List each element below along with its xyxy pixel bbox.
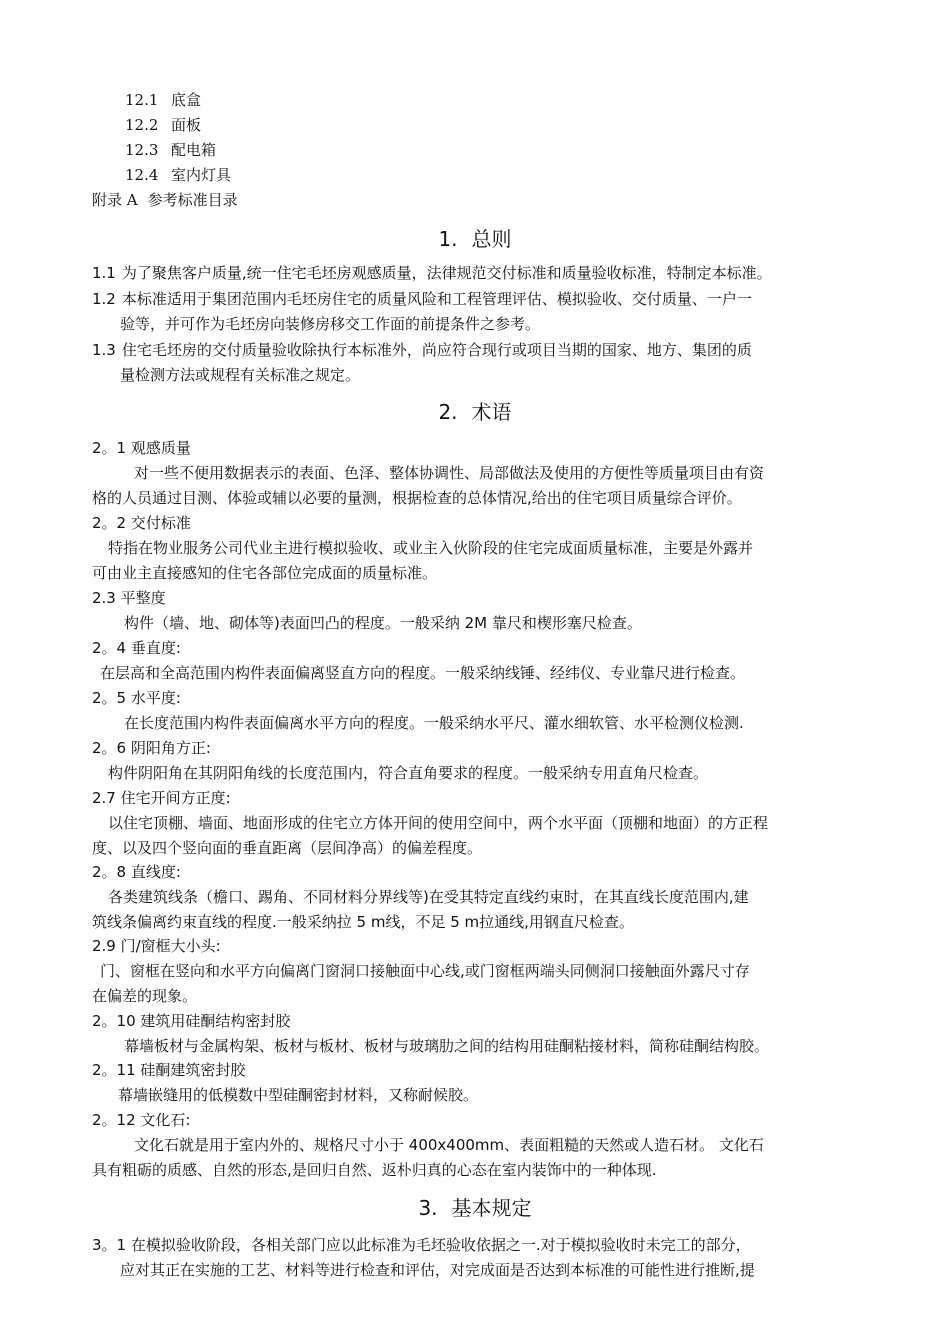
term-body: 幕墙板材与金属构架、板材与板材、板材与玻璃肋之间的结构用硅酮粘接材料，简称硅酮结构胶。 [124, 1037, 770, 1055]
term-body: 在偏差的现象。 [92, 987, 198, 1005]
term-heading: 2。2 交付标准 [92, 514, 191, 532]
term-heading: 2.3 平整度 [92, 589, 166, 607]
term-body: 各类建筑线条（檐口、踢角、不同材料分界线等)在受其特定直线约束时，在其直线长度范围内,建 [108, 888, 749, 906]
toc-appendix[interactable]: 附录 A 参考标准目录 [92, 191, 238, 209]
term-heading: 2。1 观感质量 [92, 439, 191, 457]
term-body: 在层高和全高范围内构件表面偏离竖直方向的程度。一般采纳线锤、经纬仪、专业靠尺进行检查。 [100, 664, 746, 682]
term-body: 幕墙嵌缝用的低模数中型硅酮密封材料，又称耐候胶。 [118, 1086, 479, 1104]
term-heading: 2。11 硅酮建筑密封胶 [92, 1061, 246, 1079]
paragraph-1-3-cont: 量检测方法或规程有关标准之规定。 [120, 366, 361, 384]
paragraph-1-2-cont: 验等，并可作为毛坯房向装修房移交工作面的前提条件之参考。 [120, 315, 541, 333]
term-body: 筑线条偏离约束直线的程度.一般采纳拉 5 m线，不足 5 m拉通线,用钢直尺检查。 [92, 913, 634, 931]
term-body: 可由业主直接感知的住宅各部位完成面的质量标准。 [92, 564, 438, 582]
term-heading: 2。12 文化石: [92, 1111, 191, 1129]
paragraph-1-1: 1.1 为了聚焦客户质量,统一住宅毛坯房观感质量，法律规范交付标准和质量验收标准，特制定本标准。 [92, 264, 772, 282]
paragraph-1-3: 1.3 住宅毛坯房的交付质量验收除执行本标准外，尚应符合现行或项目当期的国家、地方、集团的质 [92, 341, 752, 359]
term-heading: 2。5 水平度: [92, 689, 181, 707]
term-body: 以住宅顶棚、墙面、地面形成的住宅立方体开间的使用空间中，两个水平面（顶棚和地面）的方正程 [108, 814, 769, 832]
section-heading-1: 1. 总则 [438, 227, 512, 251]
toc-item[interactable]: 12.1 底盒 [125, 91, 202, 109]
paragraph-3-1-cont: 应对其正在实施的工艺、材料等进行检查和评估，对完成面是否达到本标准的可能性进行推断,提 [120, 1261, 755, 1279]
term-body: 具有粗砺的质感、自然的形态,是回归自然、返朴归真的心态在室内装饰中的一种体现. [92, 1161, 657, 1179]
term-body: 门、窗框在竖向和水平方向偏离门窗洞口接触面中心线,或门窗框两端头同侧洞口接触面外露尺寸存 [100, 962, 750, 980]
paragraph-3-1: 3。1 在模拟验收阶段，各相关部门应以此标准为毛坯验收依据之一.对于模拟验收时未完工的部分， [92, 1236, 751, 1254]
term-body: 构件阴阳角在其阴阳角线的长度范围内，符合直角要求的程度。一般采纳专用直角尺检查。 [108, 764, 709, 782]
term-body: 度、以及四个竖向面的垂直距离（层间净高）的偏差程度。 [92, 839, 483, 857]
toc-item[interactable]: 12.2 面板 [125, 116, 202, 134]
term-heading: 2。8 直线度: [92, 863, 181, 881]
toc-list [92, 88, 238, 213]
term-heading: 2。6 阴阳角方正: [92, 739, 211, 757]
toc-item[interactable]: 12.3 配电箱 [125, 141, 217, 159]
term-body: 格的人员通过目测、体验或辅以必要的量测，根据检查的总体情况,给出的住宅项目质量综合评价。 [92, 489, 742, 507]
term-body: 对一些不便用数据表示的表面、色泽、整体协调性、局部做法及使用的方便性等质量项目由有资 [134, 464, 765, 482]
term-body: 特指在物业服务公司代业主进行模拟验收、或业主入伙阶段的住宅完成面质量标准，主要是外露并 [108, 539, 754, 557]
term-body: 在长度范围内构件表面偏离水平方向的程度。一般采纳水平尺、灌水细软管、水平检测仪检测. [124, 714, 744, 732]
term-heading: 2。4 垂直度: [92, 639, 181, 657]
section-heading-3: 3. 基本规定 [418, 1196, 532, 1220]
paragraph-1-2: 1.2 本标准适用于集团范围内毛坯房住宅的质量风险和工程管理评估、模拟验收、交付质量、一户一 [92, 290, 752, 308]
term-body: 构件（墙、地、砌体等)表面凹凸的程度。一般采纳 2M 靠尺和楔形塞尺检查。 [124, 614, 642, 632]
term-heading: 2。10 建筑用硅酮结构密封胶 [92, 1012, 291, 1030]
toc-item[interactable]: 12.4 室内灯具 [125, 166, 232, 184]
term-heading: 2.9 门/窗框大小头: [92, 937, 221, 955]
term-heading: 2.7 住宅开间方正度: [92, 789, 231, 807]
section-heading-2: 2. 术语 [438, 400, 512, 424]
term-body: 文化石就是用于室内外的、规格尺寸小于 400x400mm、表面粗糙的天然或人造石材。 文化石 [134, 1136, 764, 1154]
